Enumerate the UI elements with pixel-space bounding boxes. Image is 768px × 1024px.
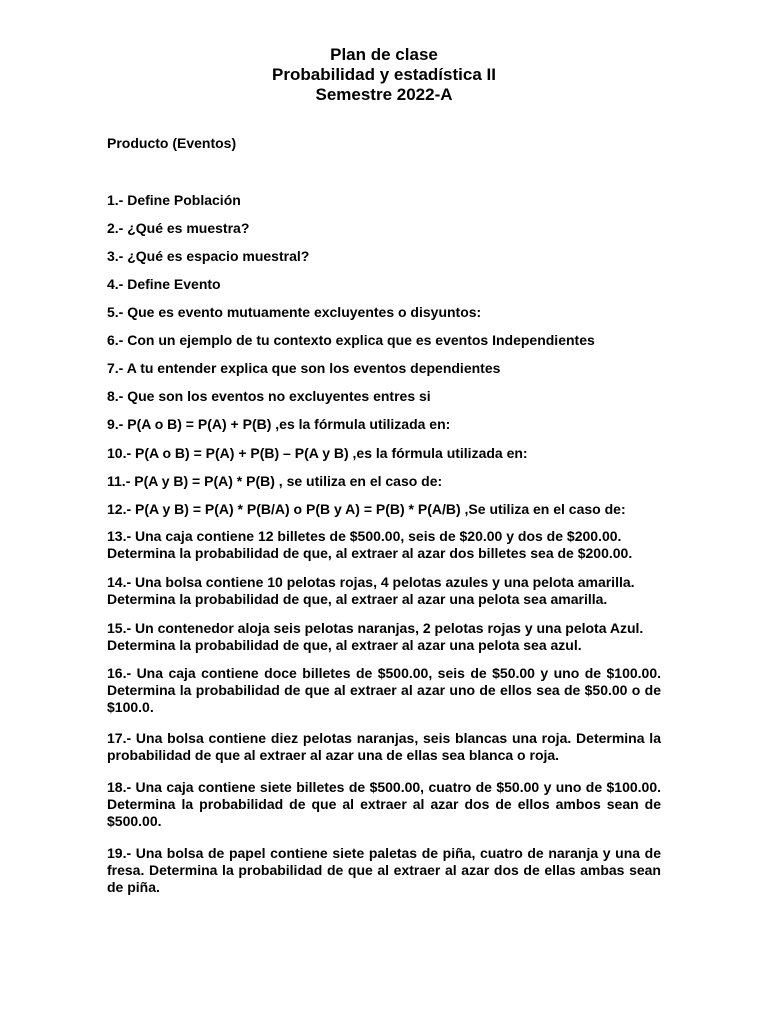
question-10: 10.- P(A o B) = P(A) + P(B) – P(A y B) ,es la fórmula utilizada en: [107, 445, 528, 461]
question-19: 19.- Una bolsa de papel contiene siete paletas de piña, cuatro de naranja y una de fresa. Determina la probabilidad de que al extraer al azar dos de ellas ambas sean de piña. [107, 845, 661, 895]
product-heading: Producto (Eventos) [107, 135, 237, 151]
question-11: 11.- P(A y B) = P(A) * P(B) , se utiliza en el caso de: [107, 473, 443, 489]
question-13-line-1: 13.- Una caja contiene 12 billetes de $500.00, seis de $20.00 y dos de $200.00. [107, 528, 622, 544]
question-13 [107, 528, 661, 562]
question-9: 9.- P(A o B) = P(A) + P(B) ,es la fórmula utilizada en: [107, 416, 451, 432]
question-6: 6.- Con un ejemplo de tu contexto explica que es eventos Independientes [107, 332, 595, 348]
question-17: 17.- Una bolsa contiene diez pelotas naranjas, seis blancas una roja. Determina la probabilidad de que al extraer al azar una de ellas sea blanca o roja. [107, 730, 661, 763]
question-4: 4.- Define Evento [107, 276, 221, 292]
question-15 [107, 620, 661, 654]
question-3: 3.- ¿Qué es espacio muestral? [107, 248, 310, 264]
document-title [0, 45, 768, 105]
question-18: 18.- Una caja contiene siete billetes de $500.00, cuatro de $50.00 y uno de $100.00. Determina la probabilidad de que al extraer al azar dos de ellos ambos sean de $500.00. [107, 779, 661, 829]
question-14-line-1: 14.- Una bolsa contiene 10 pelotas rojas, 4 pelotas azules y una pelota amarilla. [107, 574, 635, 590]
question-1: 1.- Define Población [107, 192, 241, 208]
question-13-line-2: Determina la probabilidad de que, al extraer al azar dos billetes sea de $200.00. [107, 545, 633, 561]
question-14 [107, 574, 661, 608]
title-line-1: Plan de clase [330, 45, 438, 64]
question-8: 8.- Que son los eventos no excluyentes entres si [107, 388, 431, 404]
question-16: 16.- Una caja contiene doce billetes de $500.00, seis de $50.00 y uno de $100.00. Determina la probabilidad de que al extraer al azar uno de ellos sea de $50.00 o de $100.0. [107, 665, 661, 715]
question-7: 7.- A tu entender explica que son los eventos dependientes [107, 360, 501, 376]
question-15-line-1: 15.- Un contenedor aloja seis pelotas naranjas, 2 pelotas rojas y una pelota Azul. [107, 620, 644, 636]
title-line-2: Probabilidad y estadística II [272, 65, 496, 84]
question-5: 5.- Que es evento mutuamente excluyentes o disyuntos: [107, 304, 482, 320]
question-2: 2.- ¿Qué es muestra? [107, 220, 250, 236]
question-14-line-2: Determina la probabilidad de que, al extraer al azar una pelota sea amarilla. [107, 591, 608, 607]
title-line-3: Semestre 2022-A [315, 85, 453, 104]
question-15-line-2: Determina la probabilidad de que, al extraer al azar una pelota sea azul. [107, 637, 582, 653]
question-12: 12.- P(A y B) = P(A) * P(B/A) o P(B y A) = P(B) * P(A/B) ,Se utiliza en el caso de: [107, 501, 626, 517]
